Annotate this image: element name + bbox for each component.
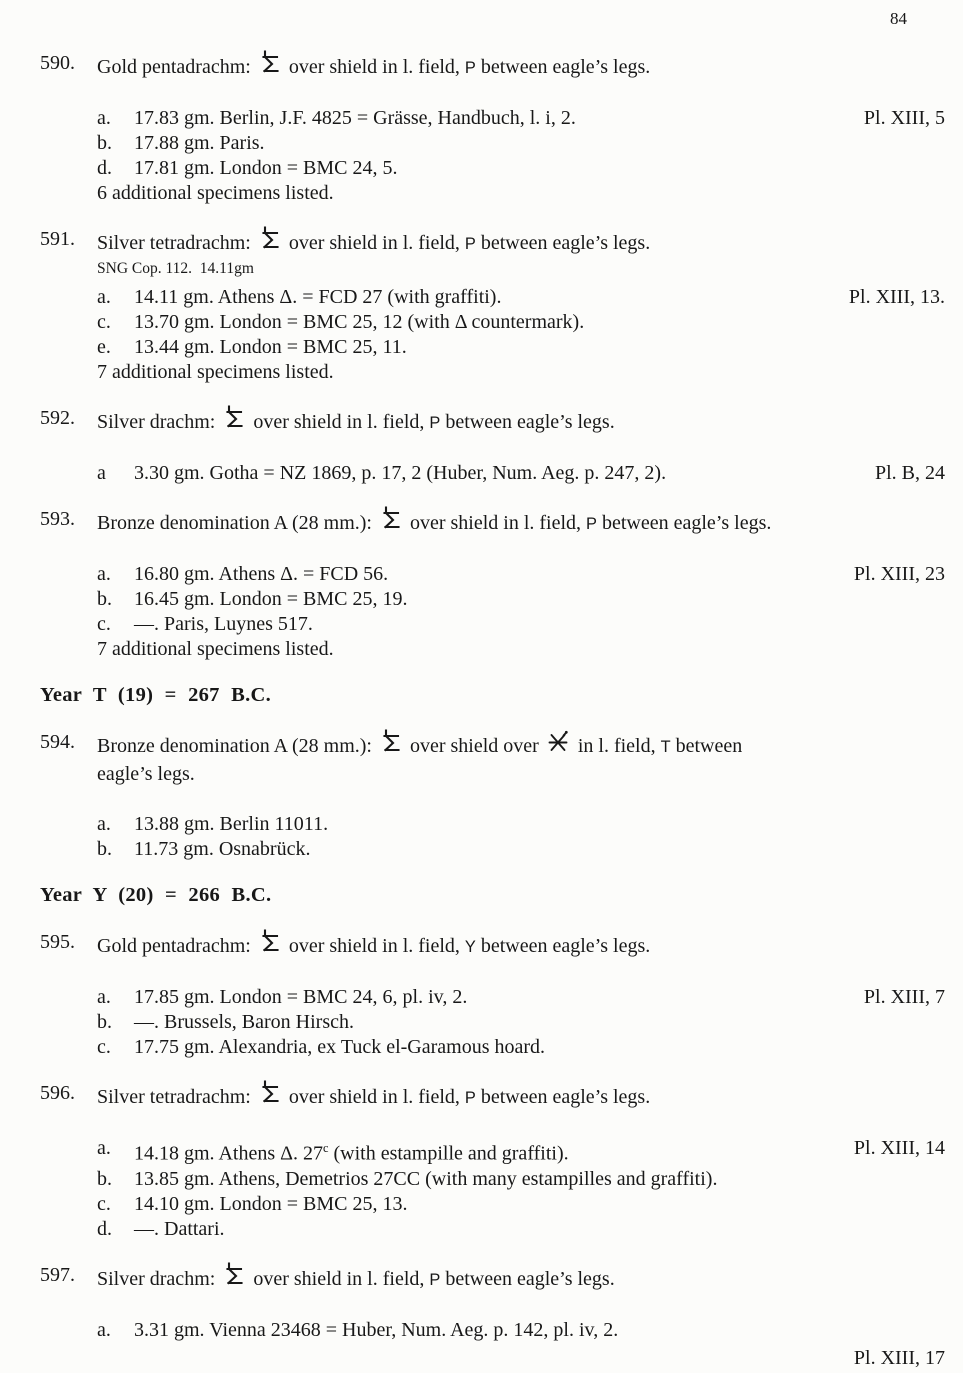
entry-heading-row: [40, 929, 945, 961]
specimen-letter: a.: [97, 1137, 111, 1159]
specimen-letter: c.: [97, 1192, 111, 1215]
page-number: 84: [890, 9, 907, 28]
sigma-monogram: [220, 1262, 248, 1293]
text-run: Silver drachm:: [97, 411, 221, 433]
sigma-monogram-icon: [225, 405, 243, 432]
text-run: 3.30 gm. Gotha = NZ 1869, p. 17, 2 (Huber, Num. Aeg. p. 247, 2).: [134, 462, 667, 484]
specimen-row: [97, 1167, 945, 1192]
specimen-row: [97, 1192, 945, 1217]
coin-control-letter: Y: [464, 938, 476, 956]
specimen-letter: a.: [97, 1318, 111, 1341]
specimen-list: [40, 461, 945, 486]
entry-heading: [97, 50, 945, 82]
catalog-entry: [40, 1080, 945, 1242]
sigma-monogram-icon: [261, 226, 279, 253]
specimen-row: [97, 131, 945, 156]
entry-heading: [97, 1080, 945, 1112]
text-run: 17.75 gm. Alexandria, ex Tuck el-Garamous hoard.: [134, 1036, 546, 1058]
specimen-text: [134, 1035, 555, 1060]
specimen-letter: d.: [97, 1217, 112, 1240]
specimen-letter: b.: [97, 838, 112, 860]
text-run: over shield in l. field,: [283, 935, 465, 957]
text-run: 17.83 gm. Berlin, J.F. 4825 = Grässe, Handbuch, l. i, 2.: [134, 107, 576, 129]
text-run: Silver tetradrachm:: [97, 232, 256, 254]
specimen-row: [97, 1217, 945, 1242]
specimen-letter: a.: [97, 286, 111, 308]
text-run: 13.88 gm. Berlin 11011.: [134, 813, 329, 835]
specimen-row: [97, 1010, 945, 1035]
catalog-entry: [40, 405, 945, 486]
specimen-row: [97, 812, 945, 837]
entry-number: 594.: [40, 731, 75, 753]
sigma-monogram: [220, 405, 248, 436]
additional-specimens-note: 7 additional specimens listed.: [97, 638, 334, 660]
plate-reference: Pl. B, 24: [874, 462, 945, 484]
coin-control-letter: T: [660, 738, 671, 756]
specimen-row: [97, 612, 945, 637]
plate-reference: Pl. XIII, 5: [863, 107, 945, 129]
specimen-row: [97, 837, 945, 862]
specimen-letter: a.: [97, 563, 111, 585]
specimen-text: [134, 1167, 727, 1192]
text-run: Silver drachm:: [97, 1267, 221, 1290]
specimen-row: [97, 106, 945, 131]
coin-control-letter: P: [464, 59, 476, 77]
text-run: between eagle’s legs.: [440, 411, 615, 433]
text-run: Bronze denomination A (28 mm.):: [97, 735, 377, 757]
text-run: between eagle’s legs.: [440, 1267, 615, 1290]
text-run: over shield in l. field,: [283, 232, 465, 254]
sigma-monogram-icon: [261, 929, 279, 956]
text-run: 17.81 gm. London = BMC 24, 5.: [134, 157, 398, 179]
coin-control-letter: P: [429, 414, 441, 432]
specimen-text: [134, 985, 477, 1010]
entry-heading-row: [40, 729, 945, 788]
plate-reference: Pl. XIII, 17: [853, 1346, 945, 1369]
coin-control-letter: P: [586, 515, 597, 533]
specimen-text: [134, 1318, 628, 1343]
text-run: over shield in l. field,: [283, 1086, 465, 1108]
text-run: —. Brussels, Baron Hirsch.: [134, 1011, 354, 1033]
specimen-letter: b.: [97, 1167, 112, 1190]
specimen-text: [134, 1010, 364, 1035]
text-run: between eagle’s legs.: [475, 1086, 651, 1108]
entry-heading-row: [40, 506, 945, 538]
text-run: —. Paris, Luynes 517.: [134, 613, 313, 635]
specimen-list: [40, 1318, 945, 1343]
entry-heading-row: [40, 405, 945, 437]
catalog-entry: [40, 226, 945, 385]
text-run: in l. field,: [572, 735, 661, 757]
text-run: between eagle’s legs.: [475, 56, 651, 78]
text-run: (with estampille and graffiti).: [328, 1142, 569, 1165]
specimen-text: [134, 812, 338, 837]
text-run: Silver tetradrachm:: [97, 1086, 256, 1108]
sigma-monogram-icon: [261, 1080, 279, 1107]
specimen-row: [97, 156, 945, 181]
plate-reference: Pl. XIII, 23: [853, 563, 945, 585]
specimen-list: [40, 985, 945, 1060]
entry-number: 595.: [40, 931, 75, 953]
sigma-monogram-icon: [382, 506, 400, 533]
specimen-text: [134, 562, 398, 587]
specimen-row: [97, 1136, 945, 1167]
sigma-monogram-icon: [261, 50, 279, 77]
plate-reference: Pl. XIII, 13.: [848, 286, 945, 308]
text-run: 16.80 gm. Athens Δ. = FCD 56.: [134, 563, 389, 585]
entry-number: 593.: [40, 508, 75, 530]
text-run: 3.31 gm. Vienna 23468 = Huber, Num. Aeg. p. 142, pl. iv, 2.: [134, 1318, 619, 1341]
sigma-monogram: [256, 1080, 284, 1111]
entry-heading: [97, 929, 945, 961]
specimen-list: [40, 812, 945, 862]
plate-reference: Pl. XIII, 7: [863, 986, 945, 1008]
specimen-text: [134, 612, 323, 637]
coin-control-letter: P: [464, 235, 476, 253]
additional-specimens-note: 6 additional specimens listed.: [97, 182, 334, 204]
text-run: over shield in l. field,: [283, 56, 465, 78]
chi-monogram-icon: [548, 730, 569, 755]
entry-number: 597.: [40, 1263, 75, 1286]
text-run: over shield in l. field,: [248, 411, 430, 433]
specimen-text: [134, 1136, 579, 1167]
text-run: 17.85 gm. London = BMC 24, 6, pl. iv, 2.: [134, 986, 468, 1008]
specimen-letter: b.: [97, 588, 112, 610]
text-run: 16.45 gm. London = BMC 25, 19.: [134, 588, 408, 610]
specimen-row: [97, 985, 945, 1010]
catalog-entry: [40, 729, 945, 862]
catalog-entry: [40, 50, 945, 206]
entry-heading-row: [40, 226, 945, 258]
text-run: Gold pentadrachm:: [97, 935, 256, 957]
text-run: Bronze denomination A (28 mm.):: [97, 512, 377, 534]
text-run: 17.88 gm. Paris.: [134, 132, 265, 154]
entry-heading-row: [40, 1080, 945, 1112]
specimen-row: [97, 335, 945, 360]
additional-specimens-note: 7 additional specimens listed.: [97, 361, 334, 383]
sigma-monogram-icon: [225, 1262, 243, 1289]
coin-control-letter: P: [429, 1270, 441, 1289]
text-run: 14.10 gm. London = BMC 25, 13.: [134, 1192, 408, 1215]
text-run: between eagle’s legs.: [596, 512, 772, 534]
specimen-list: [40, 106, 945, 206]
specimen-row: [97, 587, 945, 612]
text-run: 11.73 gm. Osnabrück.: [134, 838, 311, 860]
specimen-text: [134, 285, 511, 310]
sigma-monogram: [256, 226, 284, 257]
specimen-letter: a.: [97, 813, 111, 835]
specimen-row: [97, 461, 945, 486]
entry-number: 590.: [40, 52, 75, 74]
specimen-text: [134, 461, 676, 486]
sigma-monogram: [377, 506, 405, 537]
specimen-letter: d.: [97, 157, 112, 179]
specimen-text: [134, 106, 586, 131]
specimen-row: [97, 285, 945, 310]
specimen-text: [134, 310, 594, 335]
entry-heading: [97, 226, 945, 258]
catalog-entry: [40, 929, 945, 1060]
sigma-monogram: [256, 929, 284, 960]
specimen-letter: a.: [97, 986, 111, 1008]
specimen-text: [134, 1192, 418, 1217]
catalog-entry: [40, 506, 945, 662]
text-run: between eagle’s legs.: [475, 935, 651, 957]
sigma-monogram: [377, 729, 405, 760]
plate-reference: Pl. XIII, 14: [853, 1137, 945, 1159]
catalog-blocks: [40, 50, 945, 1373]
text-run: between eagle’s legs.: [475, 232, 651, 254]
text-run: over shield over: [404, 735, 544, 757]
specimen-list: [40, 1136, 945, 1242]
specimen-text: [134, 837, 320, 862]
year-section-heading: Year Y (20) = 266 B.C.: [40, 884, 272, 906]
specimen-text: [134, 1217, 235, 1242]
specimen-letter: a.: [97, 107, 111, 129]
specimen-text: [134, 335, 417, 360]
text-run: 13.70 gm. London = BMC 25, 12 (with Δ countermark).: [134, 311, 585, 333]
entry-heading: [97, 1262, 945, 1294]
catalog-entry: [40, 1262, 945, 1373]
entry-note: SNG Cop. 112. 14.11gm: [97, 260, 254, 277]
coin-control-letter: P: [464, 1089, 476, 1107]
chi-monogram: [544, 730, 573, 760]
specimen-letter: a: [97, 462, 106, 484]
specimen-text: [134, 156, 408, 181]
specimen-list: [40, 562, 945, 662]
entry-heading: [97, 506, 945, 538]
specimen-letter: b.: [97, 1011, 112, 1033]
text-run: over shield in l. field,: [404, 512, 587, 534]
specimen-letter: b.: [97, 132, 112, 154]
specimen-text: [134, 131, 275, 156]
entry-heading-row: [40, 50, 945, 82]
sigma-monogram-icon: [382, 729, 400, 756]
text-run: between: [670, 735, 743, 757]
specimen-row: [97, 562, 945, 587]
text-run: over shield in l. field,: [248, 1267, 430, 1290]
entry-heading: [97, 405, 945, 437]
specimen-row: [97, 310, 945, 335]
year-section-heading: Year T (19) = 267 B.C.: [40, 684, 272, 706]
superscript-text: c: [322, 1141, 329, 1155]
text-run: 14.18 gm. Athens Δ. 27: [134, 1142, 323, 1165]
text-run: 14.11 gm. Athens Δ. = FCD 27 (with graffiti).: [134, 286, 502, 308]
entry-heading-row: [40, 1262, 945, 1294]
specimen-text: [134, 587, 418, 612]
specimen-row: [97, 1318, 945, 1343]
specimen-row: [97, 1035, 945, 1060]
sigma-monogram: [256, 50, 284, 81]
specimen-list: [40, 285, 945, 385]
entry-number: 592.: [40, 407, 75, 429]
text-run: Gold pentadrachm:: [97, 56, 256, 78]
specimen-letter: c.: [97, 311, 111, 333]
text-run: 13.44 gm. London = BMC 25, 11.: [134, 336, 407, 358]
specimen-letter: c.: [97, 1036, 111, 1058]
entry-number: 591.: [40, 228, 75, 250]
text-run: eagle’s legs.: [97, 763, 195, 785]
text-run: 13.85 gm. Athens, Demetrios 27CC (with many estampilles and graffiti).: [134, 1167, 718, 1190]
specimen-letter: c.: [97, 613, 111, 635]
text-run: —. Dattari.: [134, 1217, 225, 1240]
entry-number: 596.: [40, 1082, 75, 1104]
entry-heading: [97, 729, 945, 788]
specimen-letter: e.: [97, 336, 111, 358]
